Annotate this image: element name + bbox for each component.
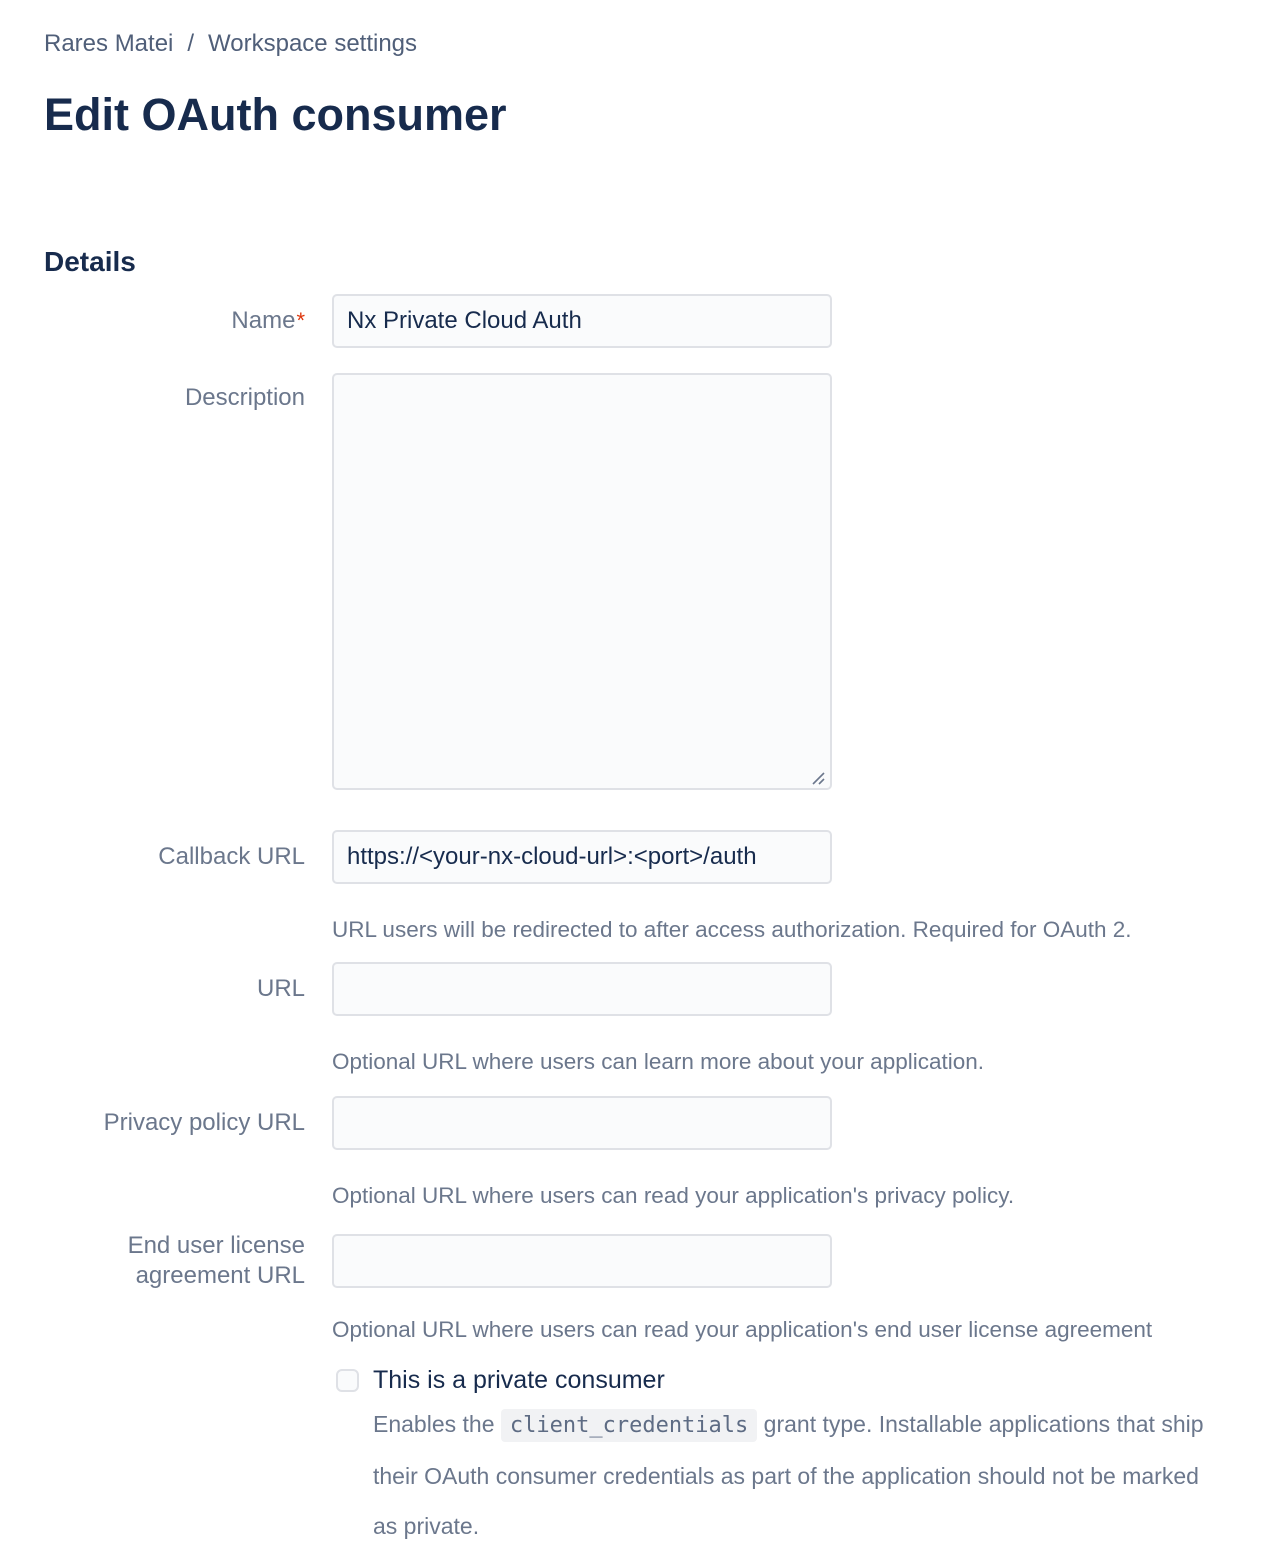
breadcrumb-separator: / <box>187 30 195 57</box>
description-textarea[interactable] <box>332 373 832 790</box>
private-consumer-help-suffix: grant type. Installable applications that ship their OAuth consumer credentials as part of the application should not be marked as private. <box>373 1411 1204 1539</box>
privacy-policy-url-label: Privacy policy URL <box>103 1109 305 1136</box>
eula-url-field-row <box>44 1231 1278 1343</box>
description-field-row <box>44 373 1278 795</box>
name-label <box>44 306 305 336</box>
url-input[interactable] <box>332 962 832 1016</box>
description-label: Description <box>184 384 305 411</box>
url-label: URL <box>256 975 305 1002</box>
callback-url-label: Callback URL <box>158 843 305 870</box>
eula-url-help: Optional URL where users can read your application's end user license agreement <box>332 1317 1153 1342</box>
page-title: Edit OAuth consumer <box>44 89 507 140</box>
name-label-text: Name <box>231 307 296 334</box>
client-credentials-code-chip: client_credentials <box>501 1409 757 1442</box>
name-input[interactable] <box>332 294 832 348</box>
privacy-policy-url-input[interactable] <box>332 1096 832 1150</box>
private-consumer-row <box>44 1365 1278 1551</box>
breadcrumb-link-workspace[interactable]: Rares Matei <box>44 30 174 57</box>
private-consumer-help <box>332 1399 1212 1551</box>
eula-url-input[interactable] <box>332 1234 832 1288</box>
required-asterisk: * <box>296 308 305 333</box>
callback-url-input[interactable] <box>332 830 832 884</box>
name-field-row <box>44 294 1278 348</box>
private-consumer-help-prefix: Enables the <box>373 1411 501 1437</box>
private-consumer-checkbox[interactable] <box>336 1369 359 1392</box>
details-section-title: Details <box>44 246 136 277</box>
url-field-row <box>44 962 1278 1075</box>
callback-url-help: URL users will be redirected to after access authorization. Required for OAuth 2. <box>332 917 1132 942</box>
privacy-policy-url-field-row <box>44 1096 1278 1209</box>
breadcrumb <box>44 30 1278 58</box>
breadcrumb-link-workspace-settings[interactable]: Workspace settings <box>208 30 418 57</box>
resize-handle-icon[interactable] <box>809 769 825 785</box>
eula-url-label: End user license agreement URL <box>127 1232 305 1289</box>
url-help: Optional URL where users can learn more about your application. <box>332 1049 985 1074</box>
oauth-consumer-form <box>44 294 1278 1551</box>
callback-url-field-row <box>44 830 1278 943</box>
privacy-policy-url-help: Optional URL where users can read your application's privacy policy. <box>332 1183 1015 1208</box>
private-consumer-label[interactable]: This is a private consumer <box>373 1366 665 1394</box>
